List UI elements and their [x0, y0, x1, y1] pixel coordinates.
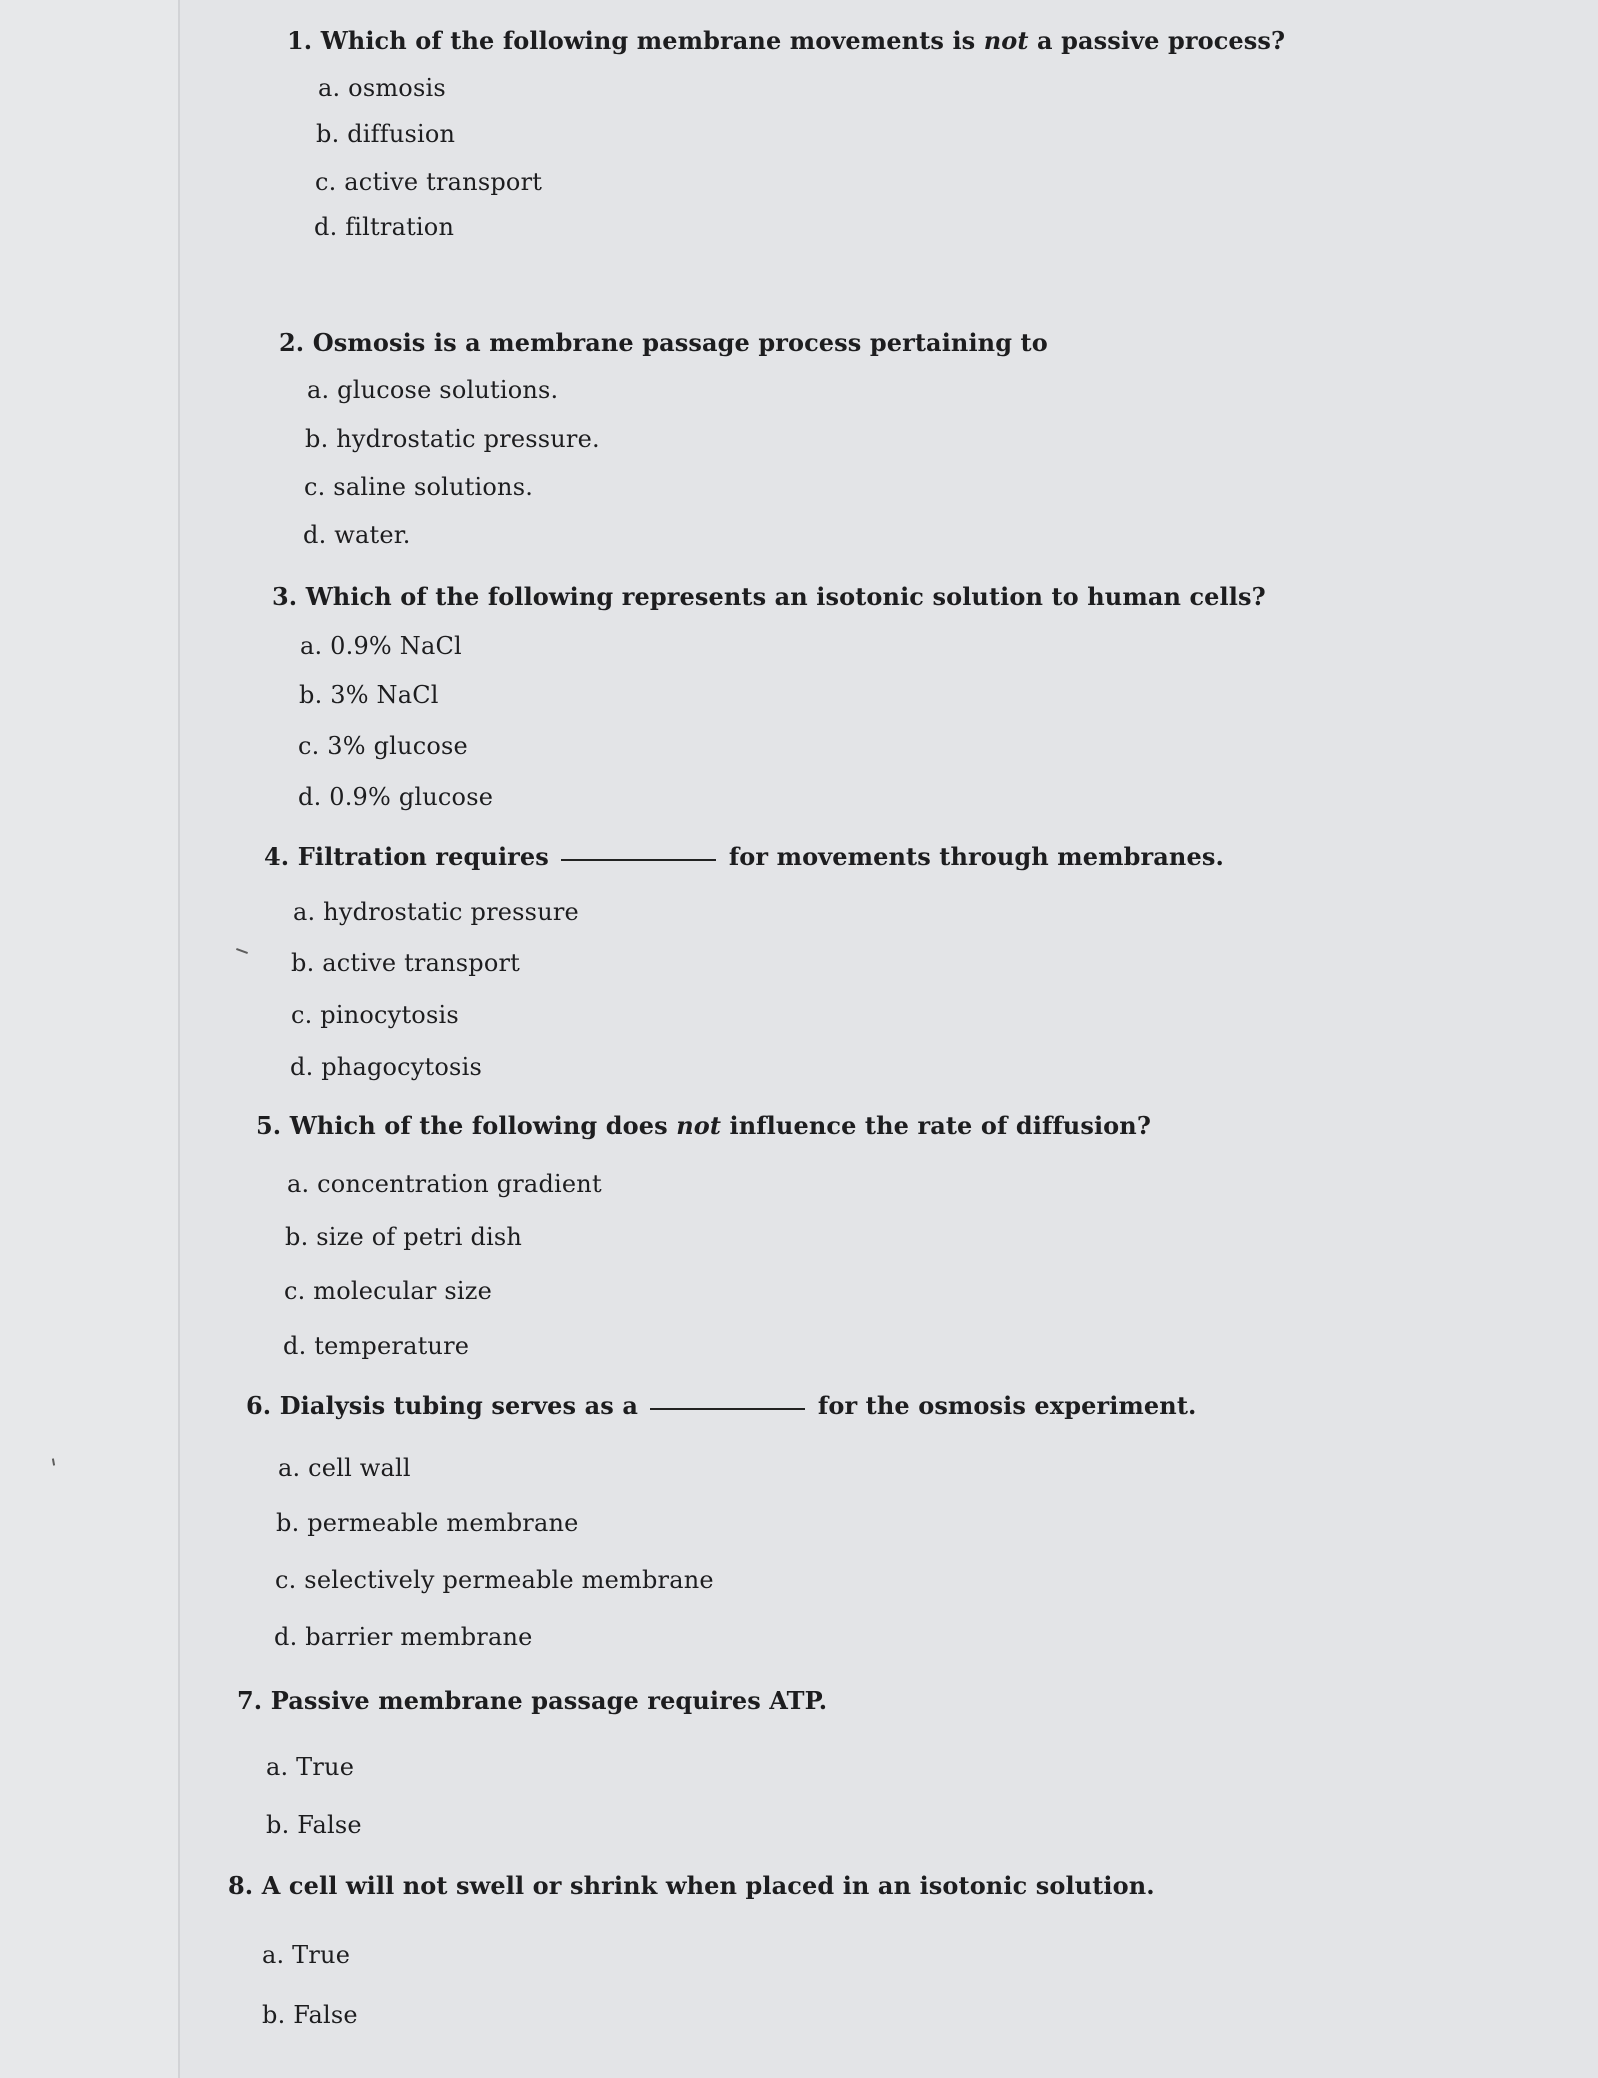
answer-option[interactable]: d. phagocytosis — [290, 1053, 482, 1081]
question-5 — [256, 1111, 1151, 1141]
question-number: 7. — [237, 1686, 263, 1715]
question-text-continued: for the osmosis experiment. — [817, 1391, 1197, 1420]
answer-option[interactable]: a. True — [266, 1753, 355, 1781]
question-text: Which of the following does — [289, 1111, 677, 1140]
question-1 — [287, 26, 1285, 56]
answer-option[interactable]: d. 0.9% glucose — [298, 783, 494, 811]
answer-option[interactable]: c. 3% glucose — [298, 732, 468, 760]
question-text: Dialysis tubing serves as a — [279, 1391, 638, 1420]
question-text: Filtration requires — [297, 842, 549, 871]
answer-blank — [561, 859, 716, 861]
answer-option[interactable]: a. cell wall — [278, 1454, 411, 1482]
answer-option[interactable]: b. False — [266, 1811, 362, 1839]
answer-option[interactable]: d. water. — [303, 521, 411, 549]
answer-option[interactable]: b. permeable membrane — [276, 1509, 579, 1537]
question-number: 2. — [279, 328, 305, 357]
answer-option[interactable]: d. barrier membrane — [274, 1623, 533, 1651]
answer-option[interactable]: b. False — [262, 2001, 358, 2029]
answer-option[interactable]: a. 0.9% NaCl — [300, 632, 462, 660]
question-7 — [237, 1686, 827, 1716]
question-number: 5. — [256, 1111, 282, 1140]
question-emphasis: not — [676, 1111, 722, 1140]
answer-option[interactable]: b. active transport — [291, 949, 521, 977]
worksheet-page — [178, 0, 1598, 2078]
question-2 — [279, 328, 1048, 358]
answer-option[interactable]: a. concentration gradient — [287, 1170, 602, 1198]
answer-option[interactable]: a. hydrostatic pressure — [293, 898, 579, 926]
answer-option[interactable]: c. active transport — [315, 168, 543, 196]
question-3 — [272, 582, 1266, 612]
question-number: 4. — [264, 842, 290, 871]
answer-option[interactable]: b. hydrostatic pressure. — [305, 425, 600, 453]
question-number: 3. — [272, 582, 298, 611]
answer-option[interactable]: a. True — [262, 1941, 351, 1969]
question-text-continued: for movements through membranes. — [728, 842, 1224, 871]
answer-option[interactable]: b. size of petri dish — [285, 1223, 523, 1251]
question-emphasis: not — [983, 26, 1029, 55]
question-text: A cell will not swell or shrink when placed in an isotonic solution. — [261, 1871, 1155, 1900]
answer-option[interactable]: c. selectively permeable membrane — [275, 1566, 714, 1594]
question-number: 1. — [287, 26, 313, 55]
question-text-continued: influence the rate of diffusion? — [721, 1111, 1151, 1140]
question-text: Which of the following represents an isotonic solution to human cells? — [305, 582, 1266, 611]
question-6 — [246, 1391, 1196, 1421]
question-number: 8. — [228, 1871, 254, 1900]
question-text: Osmosis is a membrane passage process pertaining to — [312, 328, 1048, 357]
answer-option[interactable]: c. saline solutions. — [304, 473, 534, 501]
question-text-continued: a passive process? — [1028, 26, 1286, 55]
answer-option[interactable]: c. pinocytosis — [291, 1001, 459, 1029]
question-number: 6. — [246, 1391, 272, 1420]
answer-option[interactable]: b. diffusion — [316, 120, 456, 148]
question-text: Which of the following membrane movements is — [320, 26, 984, 55]
question-text: Passive membrane passage requires ATP. — [270, 1686, 828, 1715]
question-8 — [228, 1871, 1155, 1901]
answer-option[interactable]: b. 3% NaCl — [299, 681, 439, 709]
answer-option[interactable]: c. molecular size — [284, 1277, 493, 1305]
answer-option[interactable]: a. osmosis — [318, 74, 446, 102]
left-background — [0, 0, 178, 2078]
answer-option[interactable]: a. glucose solutions. — [307, 376, 559, 404]
question-4 — [264, 842, 1224, 872]
answer-blank — [650, 1408, 805, 1410]
answer-option[interactable]: d. filtration — [314, 213, 455, 241]
answer-option[interactable]: d. temperature — [283, 1332, 470, 1360]
